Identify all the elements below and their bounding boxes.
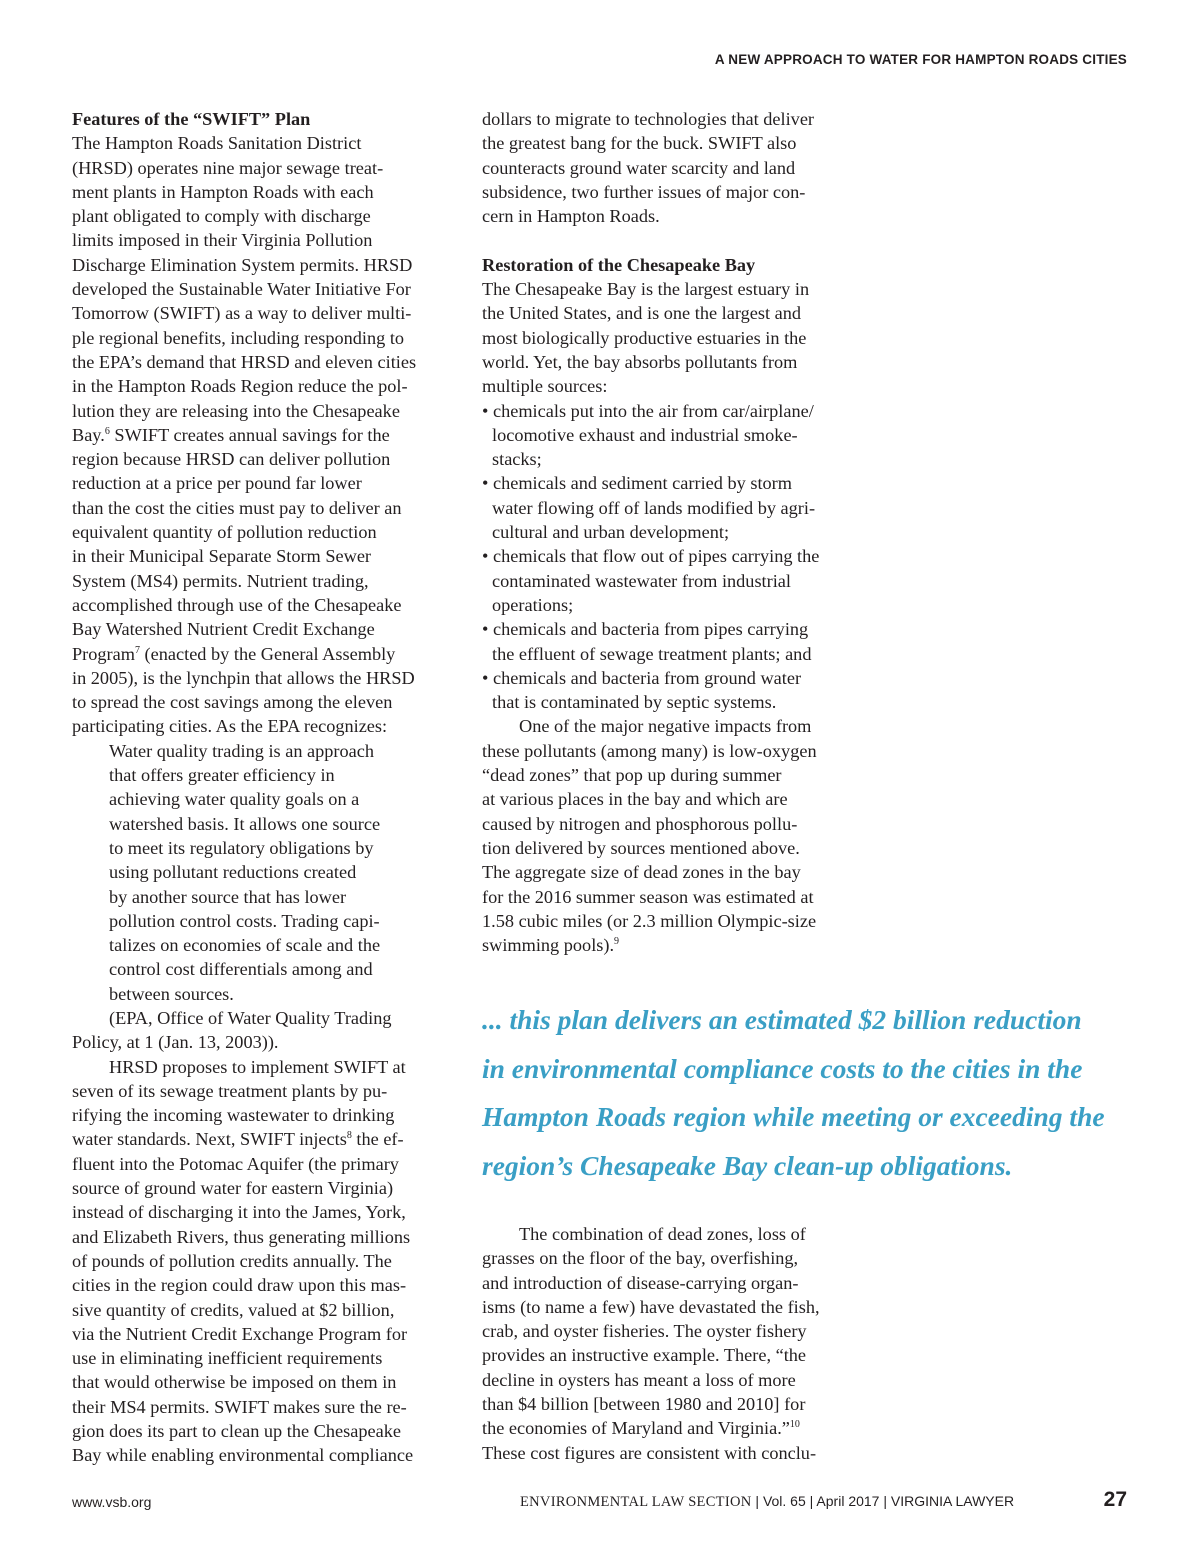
text-line: and introduction of disease-carrying organ- [482, 1272, 799, 1293]
text-line: 1.58 cubic miles (or 2.3 million Olympic-size [482, 910, 817, 931]
text-line: instead of discharging it into the James, York, [72, 1202, 406, 1223]
text-line: decline in oysters has meant a loss of more [482, 1369, 796, 1390]
right-column [482, 107, 862, 957]
text-line: dollars to migrate to technologies that deliver [482, 109, 815, 129]
section-heading-restoration: Restoration of the Chesapeake Bay [482, 254, 756, 275]
footer-publication: VIRGINIA LAWYER [890, 1493, 1015, 1509]
quote-citation [72, 1006, 452, 1055]
paragraph-dead-zones [482, 714, 862, 957]
pull-quote-line: region’s Chesapeake Bay clean-up obligations. [482, 1149, 1013, 1181]
text-line: these pollutants (among many) is low-oxygen [482, 740, 817, 761]
footer-publication-info: ENVIRONMENTAL LAW SECTION | Vol. 65 | April 2017 | VIRGINIA LAWYER [520, 1493, 1015, 1510]
paragraph-gap [482, 228, 862, 252]
quote-line: Water quality trading is an approach [109, 740, 375, 761]
text-line: plant obligated to comply with discharge [72, 206, 371, 227]
text-line: sive quantity of credits, valued at $2 billion, [72, 1299, 395, 1320]
text-line: at various places in the bay and which are [482, 789, 788, 810]
text-line: seven of its sewage treatment plants by pu- [72, 1080, 388, 1101]
text-line: than the cost the cities must pay to deliver an [72, 497, 402, 518]
text-line: limits imposed in their Virginia Pollution [72, 230, 373, 251]
text-line: locomotive exhaust and industrial smoke- [492, 424, 798, 445]
text-line: gion does its part to clean up the Chesapeake [72, 1421, 401, 1442]
text-line: “dead zones” that pop up during summer [482, 765, 782, 786]
text-line: cities in the region could draw upon this mas- [72, 1275, 407, 1296]
text-line: Bay Watershed Nutrient Credit Exchange [72, 619, 375, 640]
text-line: via the Nutrient Credit Exchange Program for [72, 1323, 408, 1344]
text-line: that would otherwise be imposed on them in [72, 1372, 397, 1393]
text-line: ment plants in Hampton Roads with each [72, 181, 374, 202]
quote-line: that offers greater efficiency in [109, 765, 335, 786]
text-line: operations; [492, 594, 574, 615]
text-line: lution they are releasing into the Chesapeake [72, 400, 400, 421]
text-line: tion delivered by sources mentioned above. [482, 837, 800, 858]
text-line: Bay while enabling environmental compliance [72, 1445, 414, 1466]
text-line: water flowing off of lands modified by agri- [492, 497, 816, 518]
text-line: the EPA’s demand that HRSD and eleven cities [72, 351, 417, 372]
pull-quote-line: Hampton Roads region while meeting or exceeding the [482, 1101, 1105, 1132]
text-line: cern in Hampton Roads. [482, 206, 660, 227]
text-line: Program$^7$ (enacted by the General Assembly [72, 643, 396, 664]
footnote-ref-6[interactable]: 6 [104, 425, 110, 437]
text-line: One of the major negative impacts from [519, 716, 812, 737]
text-line: • chemicals and sediment carried by storm [482, 473, 792, 494]
paragraph-swift-intro [72, 131, 452, 738]
text-line: the United States, and is one the largest and [482, 303, 802, 324]
paragraph-bay-intro [482, 277, 862, 398]
text-line: The aggregate size of dead zones in the bay [482, 862, 801, 883]
section-heading-swift: Features of the “SWIFT” Plan [72, 109, 311, 129]
paragraph-continuation [482, 107, 862, 228]
quote-line: control cost differentials among and [109, 959, 373, 980]
quote-line: talizes on economies of scale and the [109, 935, 381, 956]
text-line: ple regional benefits, including responding to [72, 327, 405, 348]
footer-url[interactable]: www.vsb.org [72, 1494, 152, 1510]
text-line: • chemicals and bacteria from ground water [482, 667, 802, 688]
text-line: subsidence, two further issues of major con- [482, 181, 806, 202]
text-line: HRSD proposes to implement SWIFT at [109, 1056, 406, 1077]
list-item [482, 666, 862, 715]
text-line: isms (to name a few) have devastated the fish, [482, 1296, 820, 1317]
text-line: (EPA, Office of Water Quality Trading [109, 1007, 392, 1028]
text-line: Bay.$^6$ SWIFT creates annual savings for the [72, 424, 390, 445]
quote-line: pollution control costs. Trading capi- [109, 910, 380, 931]
running-head: A NEW APPROACH TO WATER FOR HAMPTON ROADS CITIES [714, 52, 1127, 67]
text-line: world. Yet, the bay absorbs pollutants from [482, 351, 798, 372]
text-line: provides an instructive example. There, “the [482, 1345, 807, 1366]
text-line: The Hampton Roads Sanitation District [72, 133, 362, 154]
text-line: fluent into the Potomac Aquifer (the primary [72, 1153, 399, 1174]
text-line: the greatest bang for the buck. SWIFT also [482, 133, 797, 154]
list-item [482, 544, 862, 617]
list-item [482, 471, 862, 544]
text-line: The combination of dead zones, loss of [519, 1224, 806, 1244]
text-line: crab, and oyster fisheries. The oyster fishery [482, 1321, 807, 1342]
quote-line: by another source that has lower [109, 886, 347, 907]
text-line: and Elizabeth Rivers, thus generating millions [72, 1226, 411, 1247]
text-line: System (MS4) permits. Nutrient trading, [72, 570, 369, 591]
quote-line: using pollutant reductions created [109, 862, 357, 883]
text-line: water standards. Next, SWIFT injects$^8$ the ef- [72, 1129, 404, 1150]
text-line: the effluent of sewage treatment plants; and [492, 643, 812, 664]
footnote-ref-9[interactable]: 9 [614, 936, 620, 948]
text-line: grasses on the floor of the bay, overfishing, [482, 1248, 799, 1269]
paragraph-fisheries [482, 1222, 862, 1465]
text-line: for the 2016 summer season was estimated at [482, 886, 814, 907]
text-line: cultural and urban development; [492, 522, 730, 543]
pull-quote-line: in environmental compliance costs to the cities in the [482, 1052, 1083, 1084]
pull-quote [482, 996, 1122, 1190]
text-line: that is contaminated by septic systems. [492, 692, 777, 713]
text-line: their MS4 permits. SWIFT makes sure the re- [72, 1396, 407, 1417]
list-item [482, 617, 862, 666]
text-line: stacks; [492, 449, 542, 470]
text-line: • chemicals put into the air from car/airplane/ [482, 400, 814, 421]
block-quote-epa [72, 739, 452, 1006]
paragraph-swift-implementation [72, 1055, 452, 1468]
quote-line: to meet its regulatory obligations by [109, 837, 374, 858]
text-line: Discharge Elimination System permits. HRSD [72, 254, 413, 275]
quote-line: achieving water quality goals on a [109, 789, 360, 810]
text-line: contaminated wastewater from industrial [492, 570, 791, 591]
text-line: use in eliminating inefficient requirements [72, 1348, 383, 1369]
text-line: rifying the incoming wastewater to drinking [72, 1105, 395, 1126]
text-line: in their Municipal Separate Storm Sewer [72, 546, 372, 567]
pull-quote-line: ... this plan delivers an estimated $2 billion reduction [482, 1004, 1082, 1035]
text-line: than $4 billion [between 1980 and 2010] for [482, 1394, 806, 1415]
text-line: most biologically productive estuaries in the [482, 327, 807, 348]
text-line: of pounds of pollution credits annually. The [72, 1250, 392, 1271]
text-line: swimming pools).$^9$ [482, 935, 620, 956]
text-line: equivalent quantity of pollution reduction [72, 522, 377, 543]
text-line: in 2005), is the lynchpin that allows the HRSD [72, 667, 415, 688]
text-line: • chemicals and bacteria from pipes carrying [482, 619, 809, 640]
text-line: Policy, at 1 (Jan. 13, 2003)). [72, 1032, 279, 1053]
footnote-ref-7[interactable]: 7 [134, 644, 140, 656]
text-line: The Chesapeake Bay is the largest estuary in [482, 279, 810, 300]
footer-volume: Vol. 65 [762, 1493, 806, 1509]
pollutant-bullet-list [482, 399, 862, 715]
text-line: (HRSD) operates nine major sewage treat- [72, 157, 384, 178]
quote-line: watershed basis. It allows one source [109, 813, 381, 834]
text-line: reduction at a price per pound far lower [72, 473, 362, 494]
text-line: in the Hampton Roads Region reduce the pol- [72, 376, 408, 397]
text-line: caused by nitrogen and phosphorous pollu- [482, 813, 798, 834]
text-line: to spread the cost savings among the eleven [72, 692, 393, 713]
left-column [72, 107, 452, 1468]
text-line: accomplished through use of the Chesapeake [72, 594, 402, 615]
text-line: developed the Sustainable Water Initiative For [72, 279, 411, 300]
text-line: source of ground water for eastern Virginia) [72, 1178, 394, 1199]
text-line: region because HRSD can deliver pollution [72, 449, 391, 470]
text-line: These cost figures are consistent with conclu- [482, 1442, 817, 1463]
text-line: the economies of Maryland and Virginia.”$^{10}$ [482, 1418, 800, 1439]
text-line: counteracts ground water scarcity and land [482, 157, 796, 178]
page-number: 27 [1103, 1488, 1127, 1511]
footer-date: April 2017 [816, 1493, 880, 1509]
quote-line: between sources. [109, 983, 234, 1004]
text-line: participating cities. As the EPA recognizes: [72, 716, 388, 737]
footer-section: ENVIRONMENTAL LAW SECTION [520, 1494, 752, 1510]
text-line: Tomorrow (SWIFT) as a way to deliver multi- [72, 303, 412, 324]
footnote-ref-10[interactable]: 10 [789, 1419, 800, 1431]
text-line: • chemicals that flow out of pipes carrying the [482, 546, 820, 567]
list-item [482, 399, 862, 472]
text-line: multiple sources: [482, 376, 608, 397]
footnote-ref-8[interactable]: 8 [346, 1130, 352, 1142]
